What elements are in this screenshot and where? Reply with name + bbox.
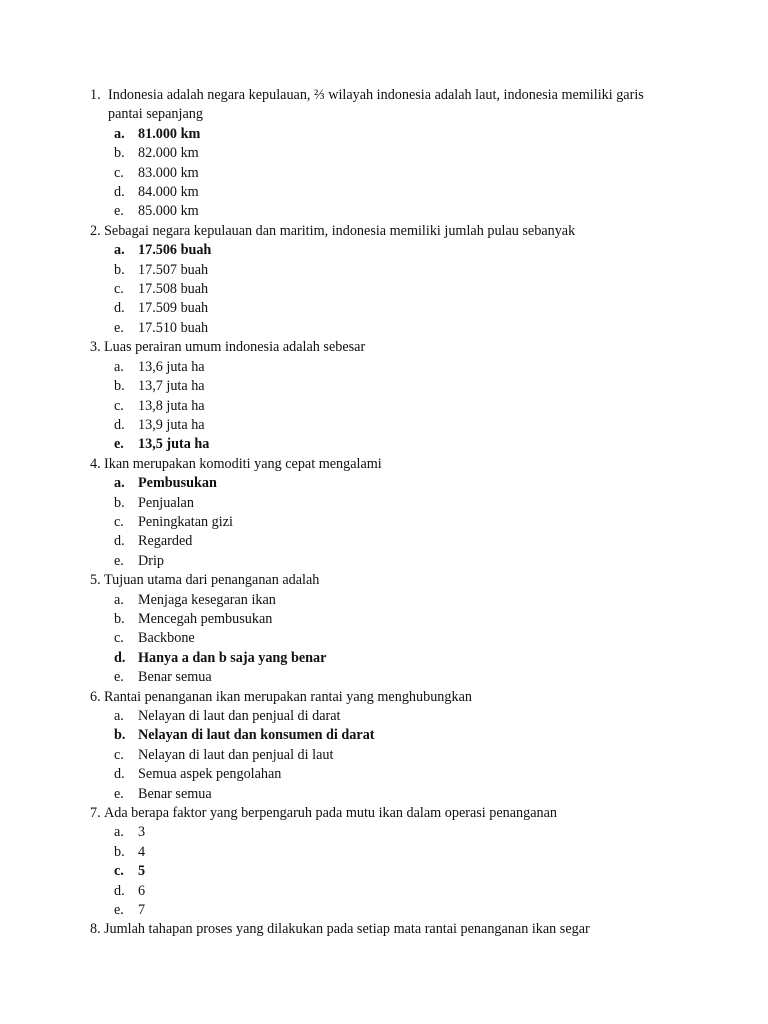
option-letter: a.: [114, 591, 124, 608]
answer-option: [0, 261, 768, 280]
option-letter: e.: [114, 319, 124, 336]
answer-option: [0, 358, 768, 377]
option-text: 17.506 buah: [138, 242, 212, 259]
option-text: Regarded: [138, 533, 193, 550]
option-text: Pembusukan: [138, 475, 217, 492]
answer-option: [0, 629, 768, 648]
answer-option: [0, 785, 768, 804]
answer-option: [0, 125, 768, 144]
option-letter: a.: [114, 358, 124, 375]
option-text: 81.000 km: [138, 125, 201, 142]
answer-option: [0, 552, 768, 571]
option-text: 17.510 buah: [138, 319, 209, 336]
answer-option: [0, 319, 768, 338]
option-text: 4: [138, 843, 146, 860]
option-letter: c.: [114, 630, 124, 647]
answer-option: [0, 183, 768, 202]
option-letter: b.: [114, 727, 126, 744]
option-letter: e.: [114, 785, 124, 802]
option-letter: d.: [114, 184, 125, 201]
answer-option: [0, 532, 768, 551]
question-number: 2.: [90, 222, 101, 239]
option-letter: b.: [114, 843, 125, 860]
option-letter: b.: [114, 494, 125, 511]
option-letter: d.: [114, 300, 125, 317]
option-text: Benar semua: [138, 669, 212, 686]
option-letter: d.: [114, 766, 125, 783]
question-4: [0, 455, 768, 474]
answer-option: [0, 610, 768, 629]
option-letter: e.: [114, 902, 124, 919]
question-number: 6.: [90, 688, 101, 705]
answer-option: [0, 901, 768, 920]
option-letter: e.: [114, 552, 124, 569]
option-text: 13,6 juta ha: [138, 358, 205, 375]
answer-option: [0, 144, 768, 163]
option-text: Mencegah pembusukan: [138, 610, 273, 627]
option-text: 3: [138, 824, 146, 841]
answer-option: [0, 280, 768, 299]
answer-option: [0, 668, 768, 687]
answer-option: [0, 416, 768, 435]
option-letter: a.: [114, 708, 124, 724]
option-letter: c.: [114, 513, 124, 530]
option-text: Semua aspek pengolahan: [138, 766, 282, 783]
question-5: [0, 571, 768, 590]
option-letter: c.: [114, 863, 124, 880]
answer-option: [0, 299, 768, 318]
option-letter: d.: [114, 416, 125, 433]
answer-option: [0, 882, 768, 901]
option-letter: a.: [114, 242, 125, 259]
answer-option: [0, 591, 768, 610]
answer-option: [0, 513, 768, 532]
option-letter: e.: [114, 669, 124, 686]
option-text: 5: [138, 863, 146, 880]
option-letter: c.: [114, 397, 124, 414]
question-number: 7.: [90, 805, 101, 822]
option-text: 7: [138, 902, 146, 919]
question-text: Tujuan utama dari penanganan adalah: [104, 572, 320, 589]
answer-option: [0, 435, 768, 454]
question-number: 8.: [90, 921, 101, 938]
answer-option: [0, 494, 768, 513]
answer-option: [0, 726, 768, 745]
option-text: 13,5 juta ha: [138, 436, 210, 453]
option-letter: b.: [114, 261, 125, 278]
option-letter: b.: [114, 378, 125, 395]
option-text: Drip: [138, 552, 165, 569]
option-text: Nelayan di laut dan penjual di darat: [138, 708, 341, 724]
question-text: Rantai penanganan ikan merupakan rantai yang menghubungkan: [104, 688, 472, 705]
answer-option: [0, 164, 768, 183]
option-text: 83.000 km: [138, 164, 199, 181]
quiz-document: [0, 86, 768, 940]
option-letter: d.: [114, 649, 126, 666]
question-text: Ada berapa faktor yang berpengaruh pada mutu ikan dalam operasi penanganan: [104, 805, 558, 822]
answer-option: [0, 241, 768, 260]
question-6: [0, 688, 768, 707]
option-letter: c.: [114, 746, 124, 763]
option-letter: d.: [114, 882, 125, 899]
option-text: 17.508 buah: [138, 281, 209, 298]
option-text: 84.000 km: [138, 184, 199, 201]
option-letter: d.: [114, 533, 125, 550]
option-letter: a.: [114, 475, 125, 492]
option-letter: b.: [114, 610, 125, 627]
option-text: Penjualan: [138, 494, 194, 511]
option-text: 13,9 juta ha: [138, 416, 205, 433]
option-text: 17.507 buah: [138, 261, 209, 278]
option-text: Benar semua: [138, 785, 212, 802]
question-number: 4.: [90, 455, 101, 472]
question-number: 5.: [90, 572, 101, 589]
option-letter: b.: [114, 145, 125, 162]
answer-option: [0, 474, 768, 493]
answer-option: [0, 707, 768, 726]
option-text: 6: [138, 882, 146, 899]
option-text: 17.509 buah: [138, 300, 209, 317]
option-letter: c.: [114, 281, 124, 298]
question-1: [0, 86, 768, 125]
option-text: Menjaga kesegaran ikan: [138, 591, 276, 608]
answer-option: [0, 862, 768, 881]
question-text: Ikan merupakan komoditi yang cepat mengalami: [104, 455, 382, 472]
answer-option: [0, 746, 768, 765]
option-text: Backbone: [138, 630, 195, 647]
option-text: Nelayan di laut dan penjual di laut: [138, 746, 334, 763]
answer-option: [0, 823, 768, 842]
option-text: 82.000 km: [138, 145, 199, 162]
option-letter: c.: [114, 164, 124, 181]
option-text: 13,7 juta ha: [138, 378, 205, 395]
answer-option: [0, 202, 768, 221]
question-text: Sebagai negara kepulauan dan maritim, indonesia memiliki jumlah pulau sebanyak: [104, 222, 576, 239]
answer-option: [0, 377, 768, 396]
option-text: 85.000 km: [138, 203, 199, 220]
answer-option: [0, 397, 768, 416]
option-text: Hanya a dan b saja yang benar: [138, 649, 327, 666]
question-8: [0, 920, 768, 939]
option-letter: e.: [114, 436, 124, 453]
question-7: [0, 804, 768, 823]
question-number: 1.: [90, 87, 101, 103]
question-text: Luas perairan umum indonesia adalah sebesar: [104, 339, 366, 356]
option-text: Nelayan di laut dan konsumen di darat: [138, 727, 375, 744]
question-text: Indonesia adalah negara kepulauan, ⅔ wilayah indonesia adalah laut, indonesia memiliki garis pantai sepanjang: [108, 87, 644, 123]
question-text: Jumlah tahapan proses yang dilakukan pada setiap mata rantai penanganan ikan segar: [104, 921, 590, 938]
answer-option: [0, 765, 768, 784]
question-2: [0, 222, 768, 241]
answer-option: [0, 649, 768, 668]
option-text: Peningkatan gizi: [138, 513, 233, 530]
option-text: 13,8 juta ha: [138, 397, 205, 414]
option-letter: a.: [114, 824, 124, 841]
option-letter: a.: [114, 125, 125, 142]
answer-option: [0, 843, 768, 862]
question-number: 3.: [90, 339, 101, 356]
option-letter: e.: [114, 203, 124, 220]
question-3: [0, 338, 768, 357]
